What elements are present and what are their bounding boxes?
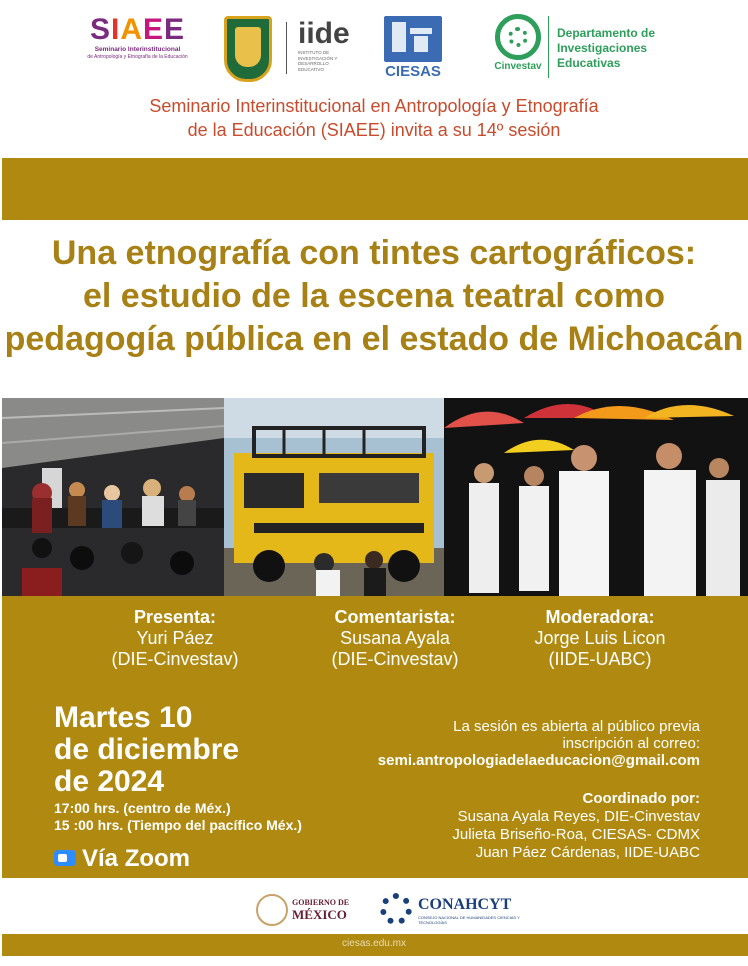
role-commentator <box>290 606 500 670</box>
time-central: 17:00 hrs. (centro de Méx.) <box>54 800 231 816</box>
invitation-line-2: de la Educación (SIAEE) invita a su 14º sesión <box>187 120 561 140</box>
gobierno-mexico-logo <box>256 892 364 928</box>
photo-theatre-stage <box>2 398 224 596</box>
role-presenter <box>70 606 280 670</box>
title-line-2: el estudio de la escena teatral como <box>82 277 665 315</box>
commentator-affiliation: (DIE-Cinvestav) <box>331 649 459 669</box>
moderator-affiliation: (IIDE-UABC) <box>548 649 652 669</box>
cinvestav-divider <box>548 16 549 78</box>
siaee-wordmark: SIAEE <box>89 13 186 46</box>
coordination-info <box>340 790 700 862</box>
coordinator-2: Julieta Briseño-Roa, CIESAS- CDMX <box>452 826 700 843</box>
event-date <box>54 702 239 798</box>
presenter-affiliation: (DIE-Cinvestav) <box>111 649 239 669</box>
coordination-label: Coordinado por: <box>582 790 700 807</box>
siaee-subtitle-2: de Antropología y Etnografía de la Educación <box>87 54 188 60</box>
presenter-name: Yuri Páez <box>136 628 214 648</box>
ciesas-logo <box>384 16 442 82</box>
invitation-line-1: Seminario Interinstitucional en Antropología y Etnografía <box>149 96 599 116</box>
title-line-3: pedagogía pública en el estado de Michoacán <box>4 320 744 358</box>
conahcyt-subtitle: CONSEJO NACIONAL DE HUMANIDADES CIENCIAS Y TECNOLOGÍAS <box>418 915 520 925</box>
iide-subtitle: INSTITUTO DE INVESTIGACIÓN Y DESARROLLO EDUCATIVO <box>298 50 338 72</box>
department-line-2: Investigaciones <box>557 41 648 55</box>
department-name <box>557 26 677 71</box>
presenter-label: Presenta: <box>133 607 217 627</box>
registration-email-link[interactable]: semi.antropologiadelaeducacion@gmail.com <box>377 752 700 769</box>
coordinator-1: Susana Ayala Reyes, DIE-Cinvestav <box>457 808 700 825</box>
department-line-3: Educativas <box>557 56 621 70</box>
zoom-camera-icon <box>54 850 76 866</box>
gobierno-line-2: MÉXICO <box>292 907 347 922</box>
coordinator-3: Juan Páez Cárdenas, IIDE-UABC <box>475 844 700 861</box>
gobierno-seal-icon <box>256 894 288 926</box>
cinvestav-wordmark: Cinvestav <box>494 61 542 72</box>
logo-divider <box>286 22 287 74</box>
department-line-1: Departamento de <box>557 26 656 40</box>
conahcyt-wordmark: CONAHCYT <box>418 896 512 913</box>
time-pacific: 15 :00 hrs. (Tiempo del pacífico Méx.) <box>54 817 302 833</box>
date-line-3: de 2024 <box>54 765 165 798</box>
photo-yellow-bus <box>224 398 444 596</box>
footer-logos <box>0 880 748 934</box>
date-line-2: de diciembre <box>54 733 240 766</box>
ciesas-emblem-icon <box>384 16 442 62</box>
siaee-logo <box>85 14 190 84</box>
iide-wordmark: iide <box>298 17 350 50</box>
uabc-shield-logo <box>224 16 272 82</box>
cinvestav-emblem-icon <box>495 14 541 60</box>
commentator-name: Susana Ayala <box>340 628 450 648</box>
top-gold-band <box>2 158 748 220</box>
commentator-label: Comentarista: <box>334 607 456 627</box>
cinvestav-logo <box>478 14 558 84</box>
title-line-1: Una etnografía con tintes cartográficos: <box>51 234 697 272</box>
invitation-text <box>0 94 748 142</box>
photo-umbrella-performance <box>444 398 748 596</box>
siaee-subtitle: Seminario Interinstitucional <box>94 46 181 53</box>
moderator-name: Jorge Luis Licon <box>534 628 666 648</box>
registration-line-2: inscripción al correo: <box>562 735 700 752</box>
moderator-label: Moderadora: <box>545 607 655 627</box>
website-link[interactable]: ciesas.edu.mx <box>342 938 406 949</box>
iide-logo <box>298 18 350 80</box>
registration-info <box>340 718 700 769</box>
gobierno-line-1: GOBIERNO DE <box>292 898 350 907</box>
date-line-1: Martes 10 <box>54 701 193 734</box>
registration-line-1: La sesión es abierta al público previa <box>453 718 700 735</box>
role-moderator <box>495 606 705 670</box>
ciesas-wordmark: CIESAS <box>385 63 441 80</box>
platform-label: Vía Zoom <box>82 845 191 872</box>
session-title <box>0 232 748 361</box>
platform-row <box>54 845 190 873</box>
conahcyt-emblem-icon <box>380 893 412 925</box>
event-times <box>54 800 302 834</box>
conahcyt-logo <box>380 891 530 929</box>
